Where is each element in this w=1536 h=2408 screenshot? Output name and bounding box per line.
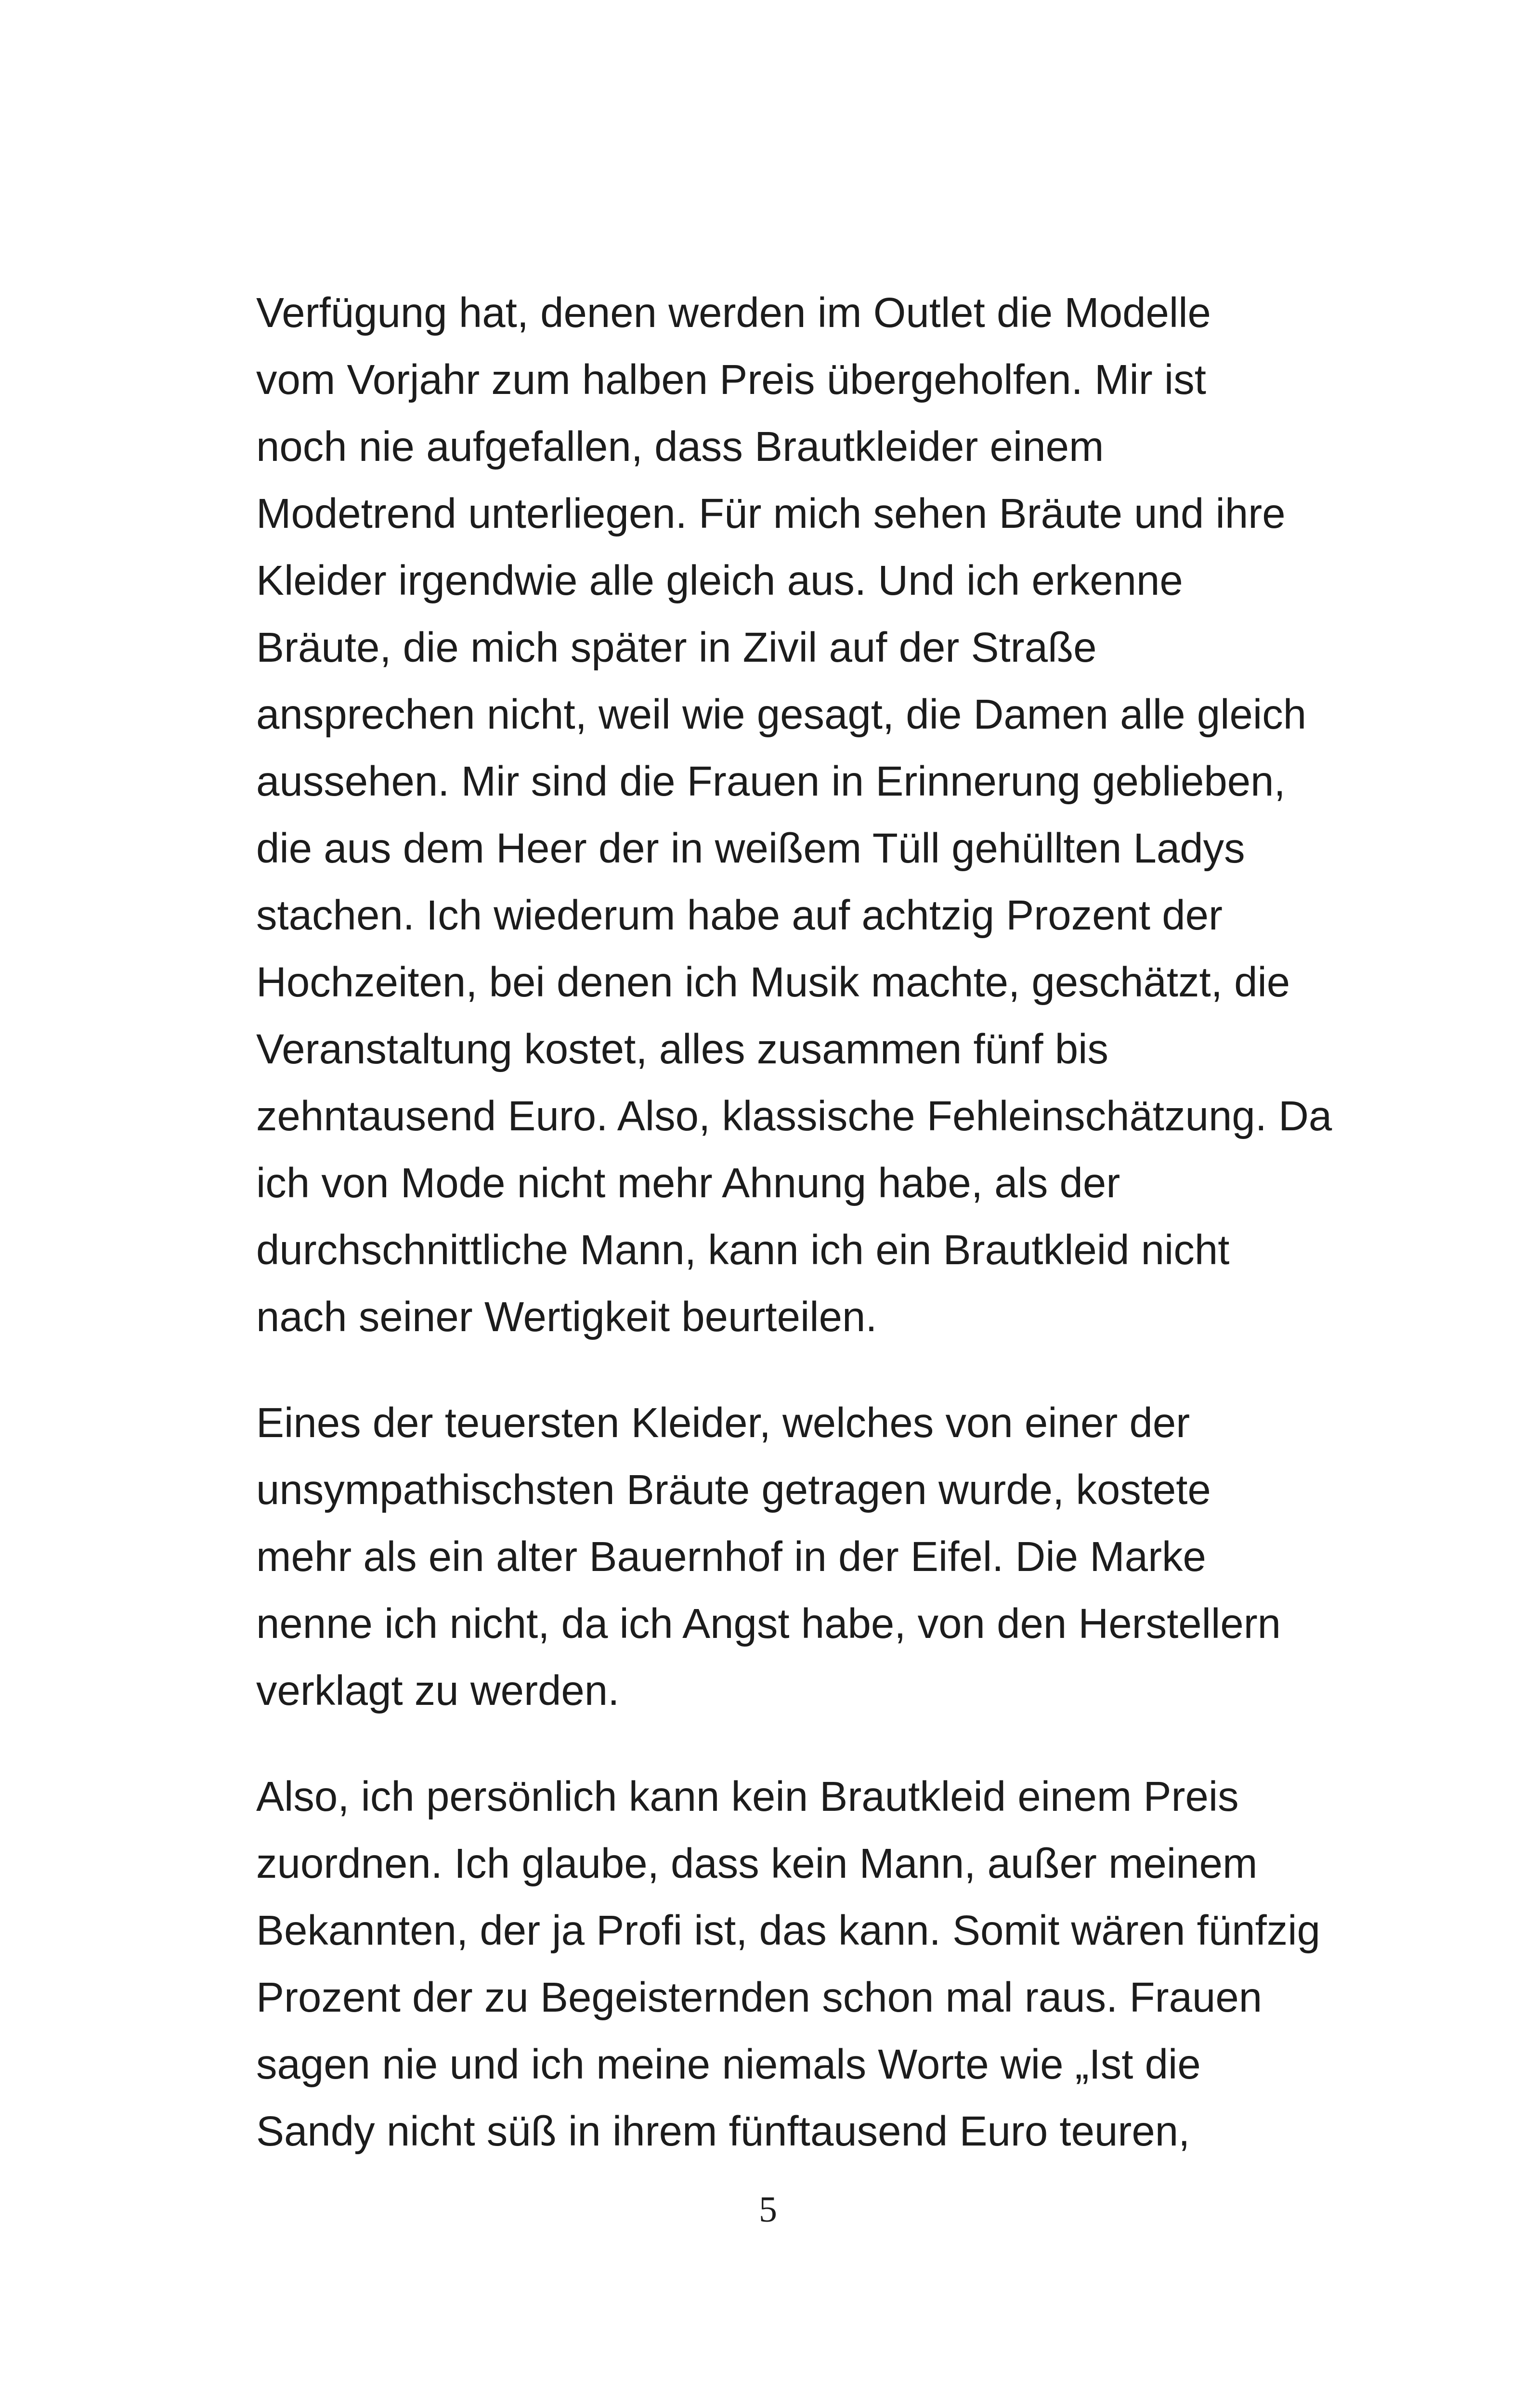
text-line: Modetrend unterliegen. Für mich sehen Bräute und ihre	[256, 490, 1286, 537]
paragraph-2	[256, 1389, 1354, 1724]
text-line: ich von Mode nicht mehr Ahnung habe, als der	[256, 1160, 1120, 1206]
text-line: Bräute, die mich später in Zivil auf der Straße	[256, 624, 1097, 671]
text-line: mehr als ein alter Bauernhof in der Eifel. Die Marke	[256, 1533, 1206, 1580]
paragraph-3	[256, 1763, 1354, 2165]
text-line: stachen. Ich wiederum habe auf achtzig Prozent der	[256, 892, 1223, 939]
paragraph-1	[256, 279, 1354, 1350]
text-line: sagen nie und ich meine niemals Worte wie „Ist die	[256, 2041, 1201, 2088]
text-line: aussehen. Mir sind die Frauen in Erinnerung geblieben,	[256, 758, 1286, 805]
text-line: Kleider irgendwie alle gleich aus. Und ich erkenne	[256, 557, 1183, 604]
text-line: Sandy nicht süß in ihrem fünftausend Euro teuren,	[256, 2108, 1190, 2155]
page-number: 5	[759, 2189, 777, 2230]
text-line: vom Vorjahr zum halben Preis übergeholfen. Mir ist	[256, 356, 1206, 403]
text-line: nenne ich nicht, da ich Angst habe, von den Herstellern	[256, 1600, 1281, 1647]
text-line: Veranstaltung kostet, alles zusammen fünf bis	[256, 1026, 1108, 1073]
text-line: Hochzeiten, bei denen ich Musik machte, geschätzt, die	[256, 959, 1290, 1006]
text-line: nach seiner Wertigkeit beurteilen.	[256, 1294, 877, 1340]
text-line: noch nie aufgefallen, dass Brautkleider einem	[256, 423, 1104, 470]
text-line: unsympathischsten Bräute getragen wurde, kostete	[256, 1466, 1211, 1513]
text-line: Verfügung hat, denen werden im Outlet die Modelle	[256, 289, 1211, 336]
text-line: die aus dem Heer der in weißem Tüll gehüllten Ladys	[256, 825, 1245, 872]
text-line: durchschnittliche Mann, kann ich ein Brautkleid nicht	[256, 1227, 1230, 1273]
text-line: Also, ich persönlich kann kein Brautkleid einem Preis	[256, 1773, 1239, 1820]
text-line: Bekannten, der ja Profi ist, das kann. Somit wären fünfzig	[256, 1907, 1321, 1954]
text-line: zehntausend Euro. Also, klassische Fehleinschätzung. Da	[256, 1093, 1332, 1139]
body-text	[256, 279, 1354, 2165]
text-line: zuordnen. Ich glaube, dass kein Mann, außer meinem	[256, 1840, 1258, 1887]
text-line: ansprechen nicht, weil wie gesagt, die Damen alle gleich	[256, 691, 1307, 738]
text-line: verklagt zu werden.	[256, 1667, 620, 1714]
text-line: Prozent der zu Begeisternden schon mal raus. Frauen	[256, 1974, 1263, 2021]
text-line: Eines der teuersten Kleider, welches von einer der	[256, 1400, 1190, 1446]
